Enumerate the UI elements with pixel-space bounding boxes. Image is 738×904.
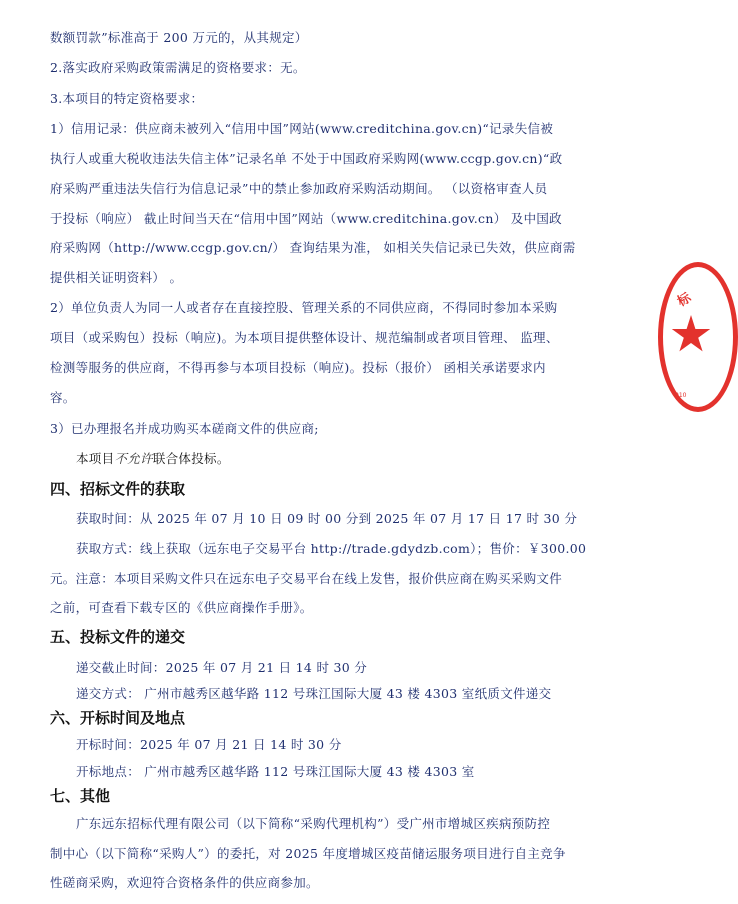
- text-line: 制中心（以下简称“采购人”）的委托，对 2025 年度增城区疫苗储运服务项目进行自主竞争: [50, 846, 566, 861]
- text-line: 于投标（响应） 截止时间当天在“信用中国”网站（www.creditchina.gov.cn） 及中国政: [50, 211, 562, 226]
- text-line: 广东远东招标代理有限公司（以下简称“采购代理机构”）受广州市增城区疾病预防控: [76, 816, 551, 831]
- text-line: 数额罚款”标准高于 200 万元的，从其规定）: [50, 30, 308, 45]
- official-seal: [658, 262, 738, 412]
- seal-number: 010: [675, 392, 687, 399]
- text-line: 项目（或采购包）投标（响应)。为本项目提供整体设计、规范编制或者项目管理、 监理、: [50, 330, 559, 345]
- text-line: 府采购严重违法失信行为信息记录”中的禁止参加政府采购活动期间。 （以资格审查人员: [50, 181, 548, 196]
- text-line: 获取方式：线上获取（远东电子交易平台 http://trade.gdydzb.com）；售价：￥300.00: [76, 541, 587, 556]
- text-line: 检测等服务的供应商，不得再参与本项目投标（响应)。投标（报价） 函相关承诺要求内: [50, 360, 546, 375]
- text-line: 递交方式： 广州市越秀区越华路 112 号珠江国际大厦 43 楼 4303 室纸质文件递交: [76, 686, 552, 701]
- text-line: 开标时间：2025 年 07 月 21 日 14 时 30 分: [76, 737, 342, 752]
- text-line: 2）单位负责人为同一人或者存在直接控股、管理关系的不同供应商，不得同时参加本采购: [50, 300, 558, 315]
- seal-text: 标: [675, 290, 694, 310]
- text-fragment: 联合体投标。: [152, 451, 230, 466]
- text-line: 3）已办理报名并成功购买本磋商文件的供应商;: [50, 421, 319, 436]
- text-line: 递交截止时间：2025 年 07 月 21 日 14 时 30 分: [76, 660, 368, 675]
- text-line: 之前，可查看下载专区的《供应商操作手册》。: [50, 600, 313, 615]
- text-fragment: 本项目: [76, 451, 115, 466]
- seal-star-icon: [671, 315, 711, 355]
- text-line: 元。注意：本项目采购文件只在远东电子交易平台在线上发售，报价供应商在购买采购文件: [50, 571, 563, 586]
- text-line: 执行人或重大税收违法失信主体”记录名单 不处于中国政府采购网(www.ccgp.gov.cn)“政: [50, 151, 563, 166]
- section-heading-submit: 五、投标文件的递交: [50, 628, 186, 646]
- not-allowed-text: 不允许: [114, 451, 153, 466]
- text-line-consortium: [76, 451, 666, 467]
- text-line: 开标地点： 广州市越秀区越华路 112 号珠江国际大厦 43 楼 4303 室: [76, 764, 475, 779]
- text-line: 提供相关证明资料） 。: [50, 270, 183, 285]
- section-heading-other: 七、其他: [50, 787, 111, 805]
- text-line: 获取时间：从 2025 年 07 月 10 日 09 时 00 分到 2025 年 07 月 17 日 17 时 30 分: [76, 511, 578, 526]
- text-line: 容。: [50, 390, 76, 405]
- text-line: 性磋商采购，欢迎符合资格条件的供应商参加。: [50, 875, 319, 890]
- text-line: 1）信用记录：供应商未被列入“信用中国”网站(www.creditchina.gov.cn)“记录失信被: [50, 121, 554, 136]
- text-line: 3.本项目的特定资格要求：: [50, 91, 204, 106]
- section-heading-obtain: 四、招标文件的获取: [50, 480, 186, 498]
- text-line: 2.落实政府采购政策需满足的资格要求：无。: [50, 60, 306, 75]
- section-heading-opening: 六、开标时间及地点: [50, 709, 186, 727]
- text-line: 府采购网（http://www.ccgp.gov.cn/） 查询结果为准， 如相关失信记录已失效，供应商需: [50, 240, 576, 255]
